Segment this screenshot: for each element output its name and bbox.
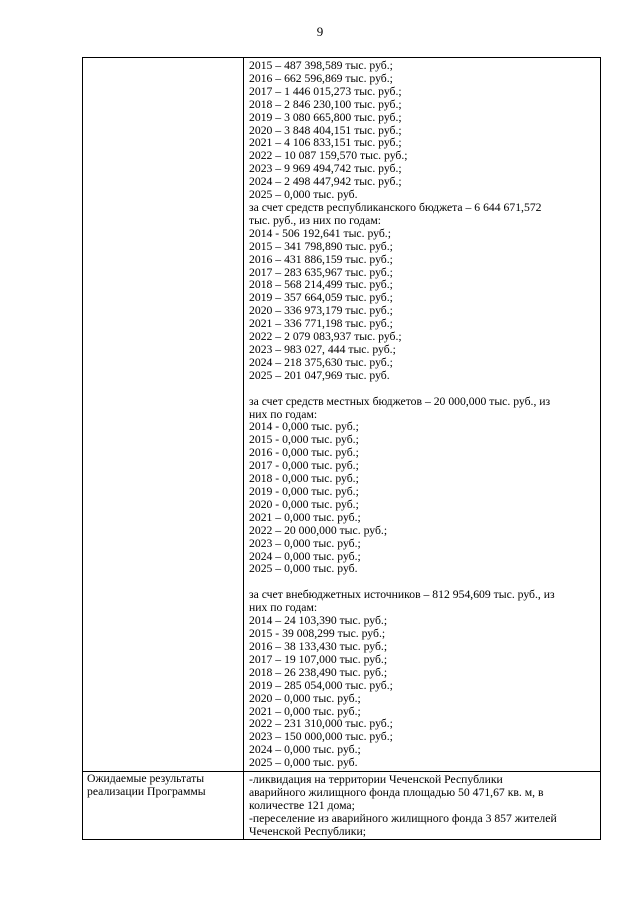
extrabudget-year-line: 2020 – 0,000 тыс. руб.; [249, 691, 361, 705]
local-year-line: 2014 - 0,000 тыс. руб.; [249, 420, 359, 434]
local-year-line: 2019 - 0,000 тыс. руб.; [249, 485, 359, 498]
funding-row [83, 58, 601, 772]
result-line: -переселение из аварийного жилищного фонда 3 857 жителей [249, 812, 557, 826]
extrabudget-year-line: 2023 – 150 000,000 тыс. руб.; [249, 730, 393, 744]
local-year-line: 2020 - 0,000 тыс. руб.; [249, 497, 359, 511]
republic-year-line: 2017 – 283 635,967 тыс. руб.; [249, 265, 393, 279]
republic-year-line: 2020 – 336 973,179 тыс. руб.; [249, 304, 393, 318]
results-details-cell [244, 772, 601, 840]
extrabudget-year-line: 2025 – 0,000 тыс. руб. [249, 756, 358, 770]
local-year-line: 2017 - 0,000 тыс. руб.; [249, 459, 359, 473]
results-label-line: реализации Программы [87, 785, 206, 799]
federal-year-line: 2021 – 4 106 833,151 тыс. руб.; [249, 136, 402, 150]
republic-year-line: 2021 – 336 771,198 тыс. руб.; [249, 317, 393, 331]
extrabudget-year-line: 2015 - 39 008,299 тыс. руб.; [249, 627, 386, 641]
republic-year-line: 2014 - 506 192,641 тыс. руб.; [249, 226, 391, 240]
local-year-line: 2025 – 0,000 тыс. руб. [249, 562, 358, 576]
spacer [249, 383, 596, 396]
federal-funding-list [249, 60, 596, 202]
republic-year-line: 2019 – 357 664,059 тыс. руб.; [249, 291, 393, 305]
result-line: количестве 121 дома; [249, 799, 355, 813]
republic-year-line: 2024 – 218 375,630 тыс. руб.; [249, 355, 393, 369]
result-line: аварийного жилищного фонда площадью 50 471,67 кв. м, в [249, 786, 544, 800]
local-year-line: 2018 - 0,000 тыс. руб.; [249, 472, 359, 486]
republic-year-line: 2025 – 201 047,969 тыс. руб. [249, 368, 390, 382]
extrabudget-funding-header: за счет внебюджетных источников – 812 954,609 тыс. руб., из [249, 588, 555, 602]
republic-year-line: 2018 – 568 214,499 тыс. руб.; [249, 278, 393, 292]
republic-funding-header: за счет средств республиканского бюджета – 6 644 671,572 [249, 200, 542, 214]
local-year-line: 2016 - 0,000 тыс. руб.; [249, 446, 359, 460]
results-list [249, 774, 596, 839]
result-line: Чеченской Республики; [249, 824, 366, 838]
federal-year-line: 2025 – 0,000 тыс. руб. [249, 188, 358, 202]
local-year-line: 2024 – 0,000 тыс. руб.; [249, 549, 361, 563]
results-label-cell [83, 772, 244, 840]
local-year-line: 2015 - 0,000 тыс. руб.; [249, 433, 359, 447]
local-year-line: 2022 – 20 000,000 тыс. руб.; [249, 523, 388, 537]
extrabudget-year-line: 2021 – 0,000 тыс. руб.; [249, 704, 361, 718]
extrabudget-funding-header-cont: них по годам: [249, 601, 318, 615]
page-number: 9 [316, 24, 324, 39]
extrabudget-year-line: 2018 – 26 238,490 тыс. руб.; [249, 665, 388, 679]
extrabudget-year-line: 2016 – 38 133,430 тыс. руб.; [249, 639, 388, 653]
local-year-line: 2021 – 0,000 тыс. руб.; [249, 510, 361, 524]
local-funding-header-cont: них по годам: [249, 407, 318, 421]
federal-year-line: 2024 – 2 498 447,942 тыс. руб.; [249, 175, 402, 189]
federal-year-line: 2020 – 3 848 404,151 тыс. руб.; [249, 123, 402, 137]
extrabudget-funding-list [249, 615, 596, 770]
funding-details-cell [244, 58, 601, 772]
federal-year-line: 2017 – 1 446 015,273 тыс. руб.; [249, 84, 402, 98]
federal-year-line: 2023 – 9 969 494,742 тыс. руб.; [249, 162, 402, 176]
extrabudget-year-line: 2017 – 19 107,000 тыс. руб.; [249, 652, 388, 666]
republic-year-line: 2016 – 431 886,159 тыс. руб.; [249, 252, 393, 266]
republic-funding-list [249, 228, 596, 383]
extrabudget-year-line: 2024 – 0,000 тыс. руб.; [249, 743, 361, 757]
extrabudget-year-line: 2019 – 285 054,000 тыс. руб.; [249, 678, 393, 692]
extrabudget-year-line: 2022 – 231 310,000 тыс. руб.; [249, 717, 393, 731]
federal-year-line: 2018 – 2 846 230,100 тыс. руб.; [249, 97, 402, 111]
republic-year-line: 2023 – 983 027, 444 тыс. руб.; [249, 342, 396, 356]
program-passport-table [82, 57, 601, 840]
federal-year-line: 2019 – 3 080 665,800 тыс. руб.; [249, 110, 402, 124]
result-line: -ликвидация на территории Чеченской Республики [249, 773, 503, 787]
local-year-line: 2023 – 0,000 тыс. руб.; [249, 536, 361, 550]
federal-year-line: 2022 – 10 087 159,570 тыс. руб.; [249, 149, 408, 163]
republic-funding-header-cont: тыс. руб., из них по годам: [249, 213, 381, 227]
republic-year-line: 2015 – 341 798,890 тыс. руб.; [249, 239, 393, 253]
federal-year-line: 2015 – 487 398,589 тыс. руб.; [249, 59, 393, 72]
results-label-line: Ожидаемые результаты [87, 772, 205, 786]
local-funding-header: за счет средств местных бюджетов – 20 000,000 тыс. руб., из [249, 394, 551, 408]
funding-label-cell [83, 58, 244, 772]
results-row [83, 772, 601, 840]
local-funding-list [249, 421, 596, 576]
republic-year-line: 2022 – 2 079 083,937 тыс. руб.; [249, 330, 402, 344]
extrabudget-year-line: 2014 – 24 103,390 тыс. руб.; [249, 614, 388, 628]
federal-year-line: 2016 – 662 596,869 тыс. руб.; [249, 71, 393, 85]
